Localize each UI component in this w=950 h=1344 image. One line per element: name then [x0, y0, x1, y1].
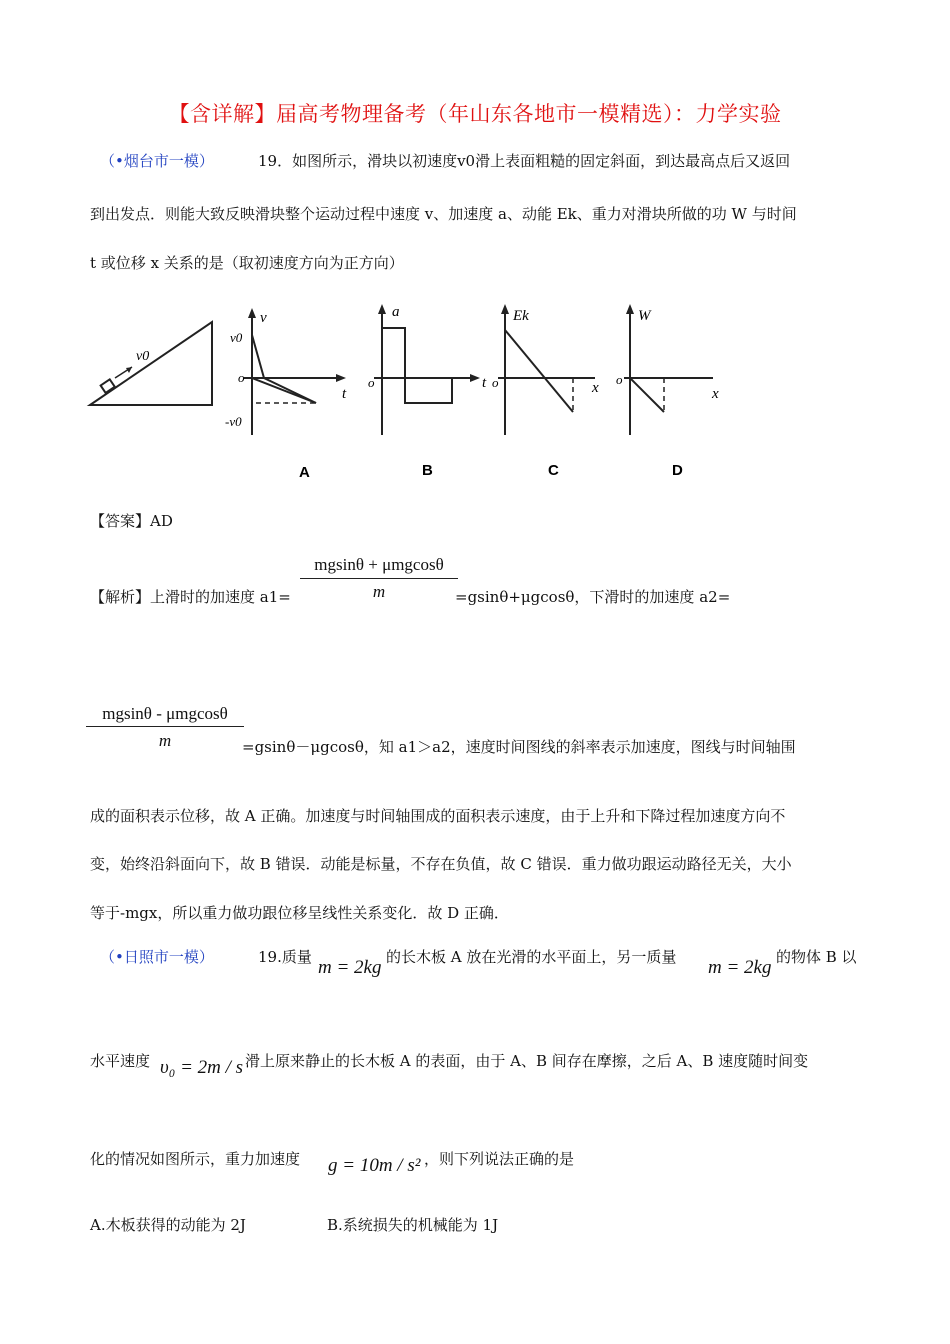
graph-b-tick-o: o — [368, 375, 375, 390]
q2-part3: 的物体 B 以 — [776, 948, 857, 966]
graph-d-label: D — [672, 462, 683, 479]
frac1-denominator: m — [372, 582, 386, 601]
q2-line2-a: 水平速度 — [90, 1052, 151, 1070]
graph-b — [374, 304, 480, 435]
q2-option-a: A.木板获得的动能为 2J — [90, 1216, 246, 1234]
q2-line3-b: ，则下列说法正确的是 — [424, 1150, 575, 1168]
frac2-denominator: m — [158, 731, 172, 750]
incline-v0-label: v0 — [136, 349, 150, 364]
q1-figure — [80, 290, 780, 490]
q2-v0-eq: υ₀ = 2m / s — [160, 1057, 244, 1078]
q2-mass1: m = 2kg — [318, 957, 382, 978]
graph-a-tick-negv0: -v0 — [225, 414, 242, 429]
frac1-line — [300, 578, 458, 579]
q1-after-frac2: =gsinθ－μgcosθ，知 a1＞a2，速度时间图线的斜率表示加速度，图线与时间轴围 — [242, 738, 796, 756]
page-title: 【含详解】届高考物理备考（年山东各地市一模精选）：力学实验 — [168, 102, 782, 126]
q2-line2-b: 滑上原来静止的长木板 A 的表面，由于 A、B 间存在摩擦，之后 A、B 速度随时间变 — [245, 1052, 809, 1070]
frac2-line — [86, 726, 244, 727]
graph-a-yaxis: v — [260, 310, 267, 326]
q1-analysis-line5: 等于-mgx，所以重力做功跟位移呈线性关系变化．故 D 正确． — [90, 904, 509, 922]
graph-b-yaxis: a — [392, 304, 400, 320]
graph-c-xaxis: x — [592, 380, 599, 396]
q2-g-eq: g = 10m / s² — [328, 1155, 421, 1176]
q2-source: （•日照市一模） — [100, 948, 214, 966]
q2-part1: 19.质量 — [258, 948, 312, 966]
graph-d-xaxis: x — [712, 386, 719, 402]
q1-analysis-label: 【解析】上滑时的加速度 a1= — [90, 588, 291, 606]
graph-a-label: A — [299, 464, 310, 481]
q1-after-frac1: =gsinθ+μgcosθ，下滑时的加速度 a2= — [455, 588, 731, 606]
q1-analysis-line3: 成的面积表示位移，故 A 正确。加速度与时间轴围成的面积表示速度，由于上升和下降过程加速度方向不 — [90, 807, 786, 825]
q1-text-line2: 到出发点．则能大致反映滑块整个运动过程中速度 v、加速度 a、动能 Ek、重力对滑块所做的功 W 与时间 — [90, 205, 797, 223]
graph-a-xaxis: t — [342, 386, 347, 402]
q1-source: （•烟台市一模） — [100, 152, 214, 170]
incline-diagram — [90, 322, 212, 405]
frac2-numerator: mgsinθ - μmgcosθ — [102, 704, 228, 723]
graph-a-tick-v0: v0 — [230, 330, 243, 345]
q1-text-line3: t 或位移 x 关系的是（取初速度方向为正方向） — [90, 254, 404, 272]
graph-a — [244, 308, 346, 435]
graph-d-tick-o: o — [616, 372, 623, 387]
graph-b-xaxis: t — [482, 375, 487, 391]
q2-option-b: B.系统损失的机械能为 1J — [327, 1216, 499, 1234]
graph-c-tick-o: o — [492, 375, 499, 390]
q2-mass2: m = 2kg — [708, 957, 772, 978]
q2-line3-a: 化的情况如图所示，重力加速度 — [90, 1150, 301, 1168]
q2-part2: 的长木板 A 放在光滑的水平面上，另一质量 — [386, 948, 677, 966]
q1-text-line1: 19．如图所示，滑块以初速度v0滑上表面粗糙的固定斜面，到达最高点后又返回 — [258, 152, 791, 170]
q1-analysis-line4: 变，始终沿斜面向下，故 B 错误．动能是标量，不存在负值，故 C 错误．重力做功跟运动路径无关，大小 — [90, 855, 792, 873]
frac1-numerator: mgsinθ + μmgcosθ — [314, 555, 444, 574]
graph-c-yaxis: Ek — [513, 308, 529, 324]
graph-c-label: C — [548, 462, 559, 479]
graph-d-yaxis: W — [638, 308, 651, 324]
graph-a-tick-o: o — [238, 370, 245, 385]
graph-b-label: B — [422, 462, 433, 479]
q1-answer: 【答案】AD — [90, 512, 173, 530]
